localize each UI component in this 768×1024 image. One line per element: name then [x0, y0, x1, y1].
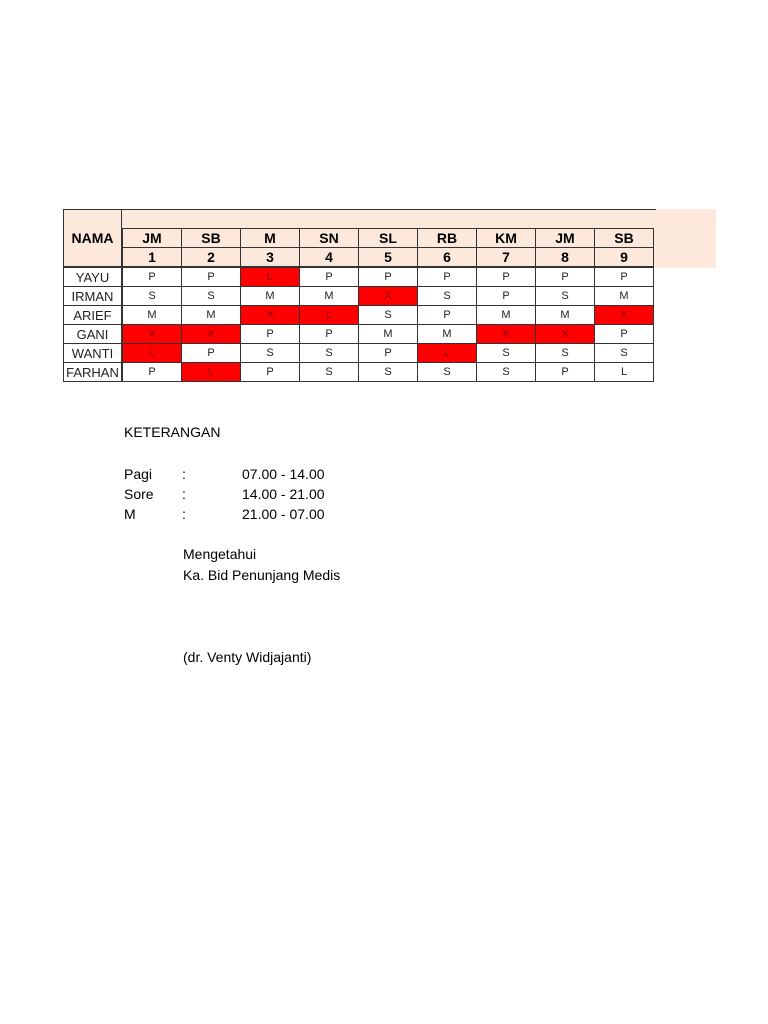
day-cell: JM — [536, 229, 595, 248]
shift-cell: P — [477, 268, 536, 287]
table-row — [123, 363, 654, 382]
table-row — [123, 306, 654, 325]
day-cell: KM — [477, 229, 536, 248]
shift-cell: P — [123, 268, 182, 287]
shift-cell: L — [300, 306, 359, 325]
shift-cell: X — [241, 306, 300, 325]
shift-cell: M — [123, 306, 182, 325]
shift-cell: P — [182, 344, 241, 363]
shift-cell: M — [477, 306, 536, 325]
legend-separator: : — [182, 466, 186, 482]
shift-cell: S — [241, 344, 300, 363]
day-cell: RB — [418, 229, 477, 248]
staff-name: GANI — [64, 325, 122, 344]
date-row — [123, 248, 654, 267]
legend-separator: : — [182, 506, 186, 522]
legend-label: Pagi — [124, 466, 153, 482]
shift-cell: S — [477, 344, 536, 363]
shift-cell: X — [595, 306, 654, 325]
shift-cell: L — [123, 344, 182, 363]
shift-cell: L — [595, 363, 654, 382]
legend-title: KETERANGAN — [124, 424, 221, 440]
date-cell: 7 — [477, 248, 536, 267]
legend-time: 07.00 - 14.00 — [242, 466, 325, 482]
table-row — [123, 268, 654, 287]
shift-cell: M — [300, 287, 359, 306]
shift-cell: S — [123, 287, 182, 306]
shift-cell: P — [418, 306, 477, 325]
shift-cell: M — [359, 325, 418, 344]
shift-cell: P — [241, 325, 300, 344]
day-row — [123, 229, 654, 248]
shift-cell: P — [477, 287, 536, 306]
shift-cell: S — [477, 363, 536, 382]
shift-cell: X — [536, 325, 595, 344]
shift-cell: M — [536, 306, 595, 325]
shift-cell: S — [536, 344, 595, 363]
date-cell: 1 — [123, 248, 182, 267]
name-column-header: NAMA — [63, 209, 122, 267]
day-cell: SL — [359, 229, 418, 248]
staff-name: ARIEF — [64, 306, 122, 325]
shift-cell: S — [182, 287, 241, 306]
day-cell: SB — [595, 229, 654, 248]
shift-cell: L — [418, 344, 477, 363]
shift-cell: P — [241, 363, 300, 382]
shift-cell: M — [595, 287, 654, 306]
shift-cell: P — [595, 325, 654, 344]
shift-cell: P — [300, 325, 359, 344]
legend-label: M — [124, 506, 136, 522]
table-row — [64, 344, 122, 363]
shift-cell: X — [359, 287, 418, 306]
shift-cell: P — [418, 268, 477, 287]
table-row — [64, 306, 122, 325]
shift-cell: P — [182, 268, 241, 287]
date-cell: 9 — [595, 248, 654, 267]
legend-label: Sore — [124, 486, 154, 502]
staff-names-column — [63, 267, 122, 382]
date-cell: 6 — [418, 248, 477, 267]
legend-time: 21.00 - 07.00 — [242, 506, 325, 522]
date-cell: 5 — [359, 248, 418, 267]
table-row — [64, 287, 122, 306]
shift-cell: L — [182, 363, 241, 382]
date-cell: 2 — [182, 248, 241, 267]
shift-cell: S — [536, 287, 595, 306]
table-row — [64, 363, 122, 382]
shift-cell: S — [359, 363, 418, 382]
legend-separator: : — [182, 486, 186, 502]
shift-cell: X — [477, 325, 536, 344]
legend-time: 14.00 - 21.00 — [242, 486, 325, 502]
shift-cell: M — [182, 306, 241, 325]
day-cell: JM — [123, 229, 182, 248]
acknowledgement-line: Mengetahui — [183, 546, 257, 562]
table-row — [123, 287, 654, 306]
shift-cell: P — [536, 363, 595, 382]
shift-cell: S — [359, 306, 418, 325]
date-header — [122, 228, 654, 267]
shift-cell: S — [418, 287, 477, 306]
signatory-name: (dr. Venty Widjajanti) — [183, 649, 312, 665]
staff-name: FARHAN — [64, 363, 122, 382]
staff-name: WANTI — [64, 344, 122, 363]
shift-cell: M — [418, 325, 477, 344]
shift-grid — [122, 267, 654, 382]
shift-cell: X — [182, 325, 241, 344]
header-top-border — [122, 209, 656, 210]
date-cell: 3 — [241, 248, 300, 267]
shift-cell: M — [241, 287, 300, 306]
acknowledgement-title: Ka. Bid Penunjang Medis — [183, 567, 341, 583]
staff-name: IRMAN — [64, 287, 122, 306]
day-cell: M — [241, 229, 300, 248]
shift-cell: S — [418, 363, 477, 382]
day-cell: SB — [182, 229, 241, 248]
table-row — [123, 325, 654, 344]
shift-cell: P — [300, 268, 359, 287]
date-cell: 4 — [300, 248, 359, 267]
shift-cell: S — [300, 344, 359, 363]
shift-cell: P — [536, 268, 595, 287]
shift-cell: P — [359, 268, 418, 287]
shift-cell: X — [123, 325, 182, 344]
staff-name: YAYU — [64, 268, 122, 287]
shift-cell: P — [359, 344, 418, 363]
table-row — [64, 325, 122, 344]
shift-cell: S — [300, 363, 359, 382]
shift-cell: S — [595, 344, 654, 363]
date-cell: 8 — [536, 248, 595, 267]
shift-cell: P — [595, 268, 654, 287]
day-cell: SN — [300, 229, 359, 248]
shift-cell: P — [123, 363, 182, 382]
shift-cell: L — [241, 268, 300, 287]
table-row — [123, 344, 654, 363]
table-row — [64, 268, 122, 287]
